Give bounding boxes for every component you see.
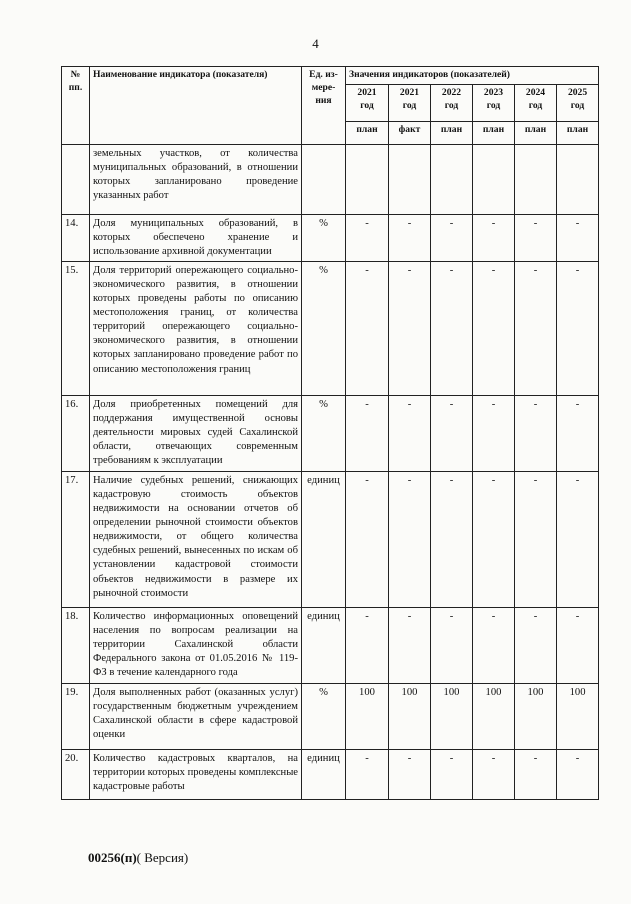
- header-year-0: 2021 год: [346, 84, 389, 121]
- header-unit: Ед. из- мере- ния: [302, 67, 346, 145]
- value-cell: -: [346, 607, 389, 683]
- table-row: [62, 607, 599, 683]
- footer-code: 00256(п): [88, 850, 137, 865]
- header-sub-3: план: [473, 121, 515, 144]
- value-cell: -: [473, 607, 515, 683]
- value-cell: -: [431, 261, 473, 395]
- value-cell: -: [515, 607, 557, 683]
- value-cell: [431, 144, 473, 214]
- indicator-name: Доля территорий опережающего социально-экономического развития, в отношении которых проведены работы по описанию местоположения границ, от количества территорий опережающего социально-экономического развития, в отношении которых запланировано проведение работ по описанию местоположения границ: [90, 261, 302, 395]
- row-number: 20.: [62, 749, 90, 799]
- indicator-name: Доля выполненных работ (оказанных услуг) государственным бюджетным учреждением Сахалинской области в сфере кадастровой оценки: [90, 683, 302, 749]
- row-number: [62, 144, 90, 214]
- unit-cell: %: [302, 683, 346, 749]
- value-cell: [473, 144, 515, 214]
- value-cell: [346, 144, 389, 214]
- table-row: [62, 214, 599, 261]
- value-cell: 100: [346, 683, 389, 749]
- value-cell: -: [557, 261, 599, 395]
- table-row: [62, 749, 599, 799]
- value-cell: 100: [389, 683, 431, 749]
- indicator-name: Наличие судебных решений, снижающих кадастровую стоимость объектов недвижимости на основании отчетов об определении рыночной стоимости объектов недвижимости, от общего количества судебных решений, вынесенных по искам об установлении кадастровой стоимости объектов недвижимости в размере их рыночной стоимости: [90, 471, 302, 607]
- row-number: 19.: [62, 683, 90, 749]
- page-number: 4: [312, 36, 319, 51]
- value-cell: -: [389, 607, 431, 683]
- value-cell: -: [557, 749, 599, 799]
- value-cell: -: [557, 395, 599, 471]
- table-row: [62, 144, 599, 214]
- table-row: [62, 683, 599, 749]
- row-number: 15.: [62, 261, 90, 395]
- row-number: 16.: [62, 395, 90, 471]
- table-row: [62, 471, 599, 607]
- value-cell: 100: [431, 683, 473, 749]
- header-sub-4: план: [515, 121, 557, 144]
- value-cell: -: [346, 395, 389, 471]
- table-header: [62, 67, 599, 145]
- value-cell: -: [389, 471, 431, 607]
- value-cell: -: [346, 261, 389, 395]
- unit-cell: %: [302, 214, 346, 261]
- indicator-name: Доля приобретенных помещений для поддержания имущественной основы деятельности мировых судей Сахалинской области, отвечающих современным требованиям к эксплуатации: [90, 395, 302, 471]
- indicator-name: Количество информационных оповещений населения по вопросам реализации на территории Сахалинской области Федерального закона от 01.05.2016 № 119-ФЗ в течение календарного года: [90, 607, 302, 683]
- value-cell: -: [431, 214, 473, 261]
- value-cell: -: [346, 471, 389, 607]
- header-sub-2: план: [431, 121, 473, 144]
- unit-cell: единиц: [302, 607, 346, 683]
- value-cell: -: [346, 214, 389, 261]
- value-cell: -: [431, 395, 473, 471]
- header-num: № пп.: [62, 67, 90, 145]
- header-name: Наименование индикатора (показателя): [90, 67, 302, 145]
- value-cell: -: [389, 261, 431, 395]
- header-year-5: 2025 год: [557, 84, 599, 121]
- value-cell: -: [515, 749, 557, 799]
- table-body: [62, 144, 599, 799]
- row-number: 18.: [62, 607, 90, 683]
- value-cell: -: [515, 471, 557, 607]
- unit-cell: [302, 144, 346, 214]
- footer-version: ( Версия): [136, 850, 189, 865]
- unit-cell: %: [302, 261, 346, 395]
- value-cell: -: [557, 471, 599, 607]
- indicator-name: Количество кадастровых кварталов, на территории которых проведены комплексные кадастровые работы: [90, 749, 302, 799]
- unit-cell: %: [302, 395, 346, 471]
- footer: [88, 850, 188, 866]
- row-number: 17.: [62, 471, 90, 607]
- value-cell: -: [473, 261, 515, 395]
- header-sub-1: факт: [389, 121, 431, 144]
- header-year-2: 2022 год: [431, 84, 473, 121]
- value-cell: -: [389, 749, 431, 799]
- header-year-4: 2024 год: [515, 84, 557, 121]
- row-number: 14.: [62, 214, 90, 261]
- value-cell: -: [473, 471, 515, 607]
- value-cell: -: [557, 214, 599, 261]
- value-cell: -: [431, 471, 473, 607]
- header-sub-5: план: [557, 121, 599, 144]
- table-row: [62, 395, 599, 471]
- value-cell: -: [389, 395, 431, 471]
- header-year-3: 2023 год: [473, 84, 515, 121]
- value-cell: -: [473, 749, 515, 799]
- value-cell: [389, 144, 431, 214]
- value-cell: [515, 144, 557, 214]
- indicator-name: земельных участков, от количества муниципальных образований, в отношении которых запланировано проведение указанных работ: [90, 144, 302, 214]
- indicator-name: Доля муниципальных образований, в которых обеспечено хранение и использование архивной документации: [90, 214, 302, 261]
- header-row: [62, 67, 599, 85]
- unit-cell: единиц: [302, 471, 346, 607]
- value-cell: -: [346, 749, 389, 799]
- value-cell: 100: [557, 683, 599, 749]
- unit-cell: единиц: [302, 749, 346, 799]
- value-cell: -: [431, 749, 473, 799]
- value-cell: -: [515, 214, 557, 261]
- header-values: Значения индикаторов (показателей): [346, 67, 599, 85]
- indicators-table: [61, 66, 599, 800]
- value-cell: -: [515, 395, 557, 471]
- header-sub-0: план: [346, 121, 389, 144]
- value-cell: -: [473, 395, 515, 471]
- table-row: [62, 261, 599, 395]
- value-cell: -: [389, 214, 431, 261]
- value-cell: 100: [473, 683, 515, 749]
- value-cell: -: [473, 214, 515, 261]
- value-cell: [557, 144, 599, 214]
- value-cell: 100: [515, 683, 557, 749]
- header-year-1: 2021 год: [389, 84, 431, 121]
- value-cell: -: [557, 607, 599, 683]
- value-cell: -: [431, 607, 473, 683]
- value-cell: -: [515, 261, 557, 395]
